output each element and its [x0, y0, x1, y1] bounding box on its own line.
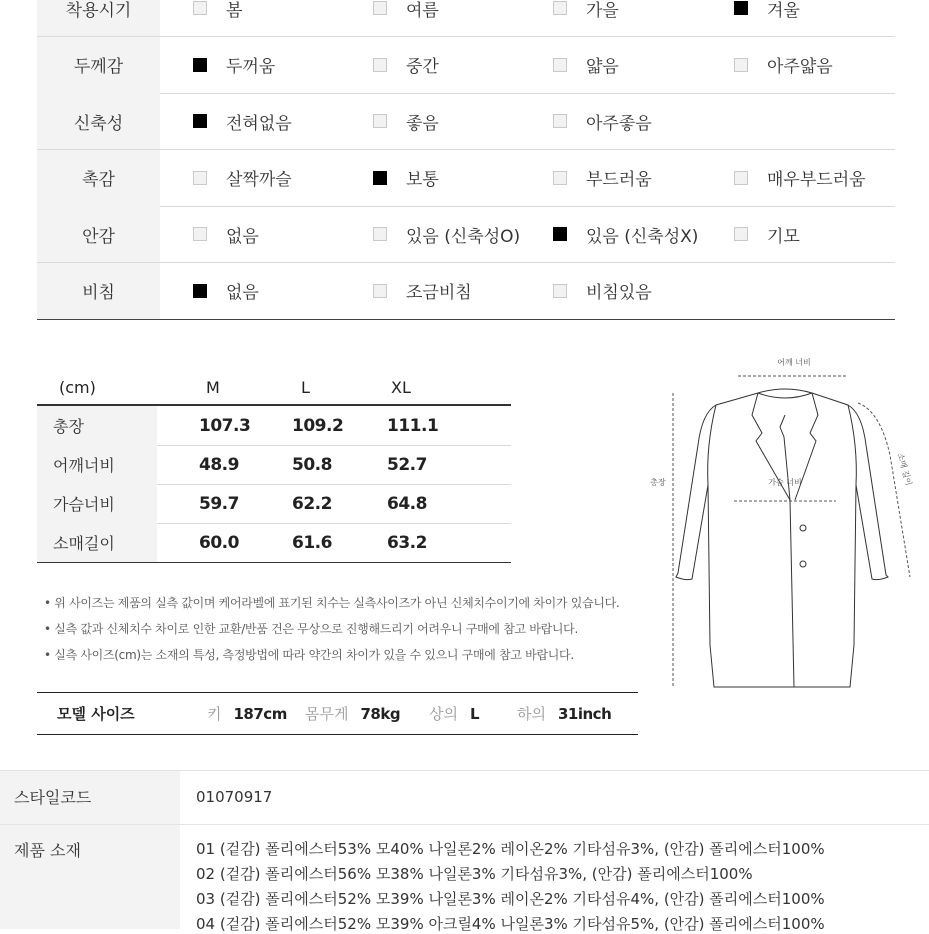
size-col-xl: XL [391, 378, 411, 397]
size-value: 48.9 [199, 454, 239, 475]
attribute-option [553, 0, 619, 36]
option-label: 중간 [406, 57, 439, 77]
size-row-label: 가슴너비 [37, 484, 157, 523]
unchecked-box-icon [193, 1, 207, 15]
size-row-divider [37, 562, 511, 563]
coat-outline [676, 389, 888, 687]
coat-front-edge [790, 500, 794, 687]
unchecked-box-icon [193, 171, 207, 185]
coat-sleeve-left-seam [708, 405, 716, 485]
attribute-row [37, 0, 895, 37]
checked-box-icon [553, 227, 567, 241]
attribute-option [553, 150, 652, 206]
option-label: 없음 [226, 226, 259, 247]
size-value: 60.0 [199, 532, 239, 553]
attribute-row [37, 37, 895, 94]
model-size-bar [37, 692, 638, 735]
model-height [207, 693, 287, 734]
model-value: 31inch [557, 704, 612, 723]
attribute-option [734, 37, 833, 93]
coat-neck [758, 393, 812, 398]
material-line: 01 (겉감) 폴리에스터53% 모40% 나일론2% 레이온2% 기타섬유3%, (안감) 폴리에스터100% [196, 840, 825, 858]
size-row [37, 406, 511, 445]
attribute-row [37, 263, 895, 320]
model-value: L [469, 704, 480, 723]
checked-box-icon [193, 114, 207, 128]
option-label: 겨울 [767, 0, 800, 21]
attribute-option [193, 93, 292, 149]
attribute-option [193, 37, 275, 93]
attribute-option [553, 206, 698, 262]
material-line: 04 (겉감) 폴리에스터52% 모39% 아크릴4% 나일론3% 기타섬유5%, (안감) 폴리에스터100% [196, 915, 825, 933]
attribute-option [734, 206, 800, 262]
checked-box-icon [373, 171, 387, 185]
size-row [37, 484, 511, 523]
material-line: 03 (겉감) 폴리에스터52% 모39% 나일론3% 레이온2% 기타섬유4%, (안감) 폴리에스터100% [196, 890, 825, 908]
size-value: 107.3 [199, 415, 251, 436]
attribute-option [373, 263, 472, 319]
size-row-label: 소매길이 [37, 523, 157, 562]
unchecked-box-icon [553, 171, 567, 185]
unchecked-box-icon [553, 284, 567, 298]
attribute-label: 비침 [37, 263, 160, 319]
unchecked-box-icon [553, 58, 567, 72]
size-value: 111.1 [387, 415, 439, 436]
coat-measurement-diagram [640, 345, 929, 695]
attribute-label: 안감 [37, 206, 160, 262]
option-label: 아주얇음 [767, 57, 833, 77]
model-key: 하의 [517, 705, 546, 723]
unchecked-box-icon [734, 227, 748, 241]
shoulder-label: 어깨 너비 [777, 358, 811, 367]
model-value: 187cm [233, 704, 287, 723]
size-value: 50.8 [292, 454, 332, 475]
option-label: 전혀없음 [226, 113, 292, 134]
model-size-title: 모델 사이즈 [57, 705, 135, 723]
attribute-option [193, 0, 242, 36]
size-row [37, 445, 511, 484]
model-key: 키 [207, 705, 222, 723]
sleeve-label: 소매 길이 [895, 452, 914, 487]
coat-button-bottom [800, 561, 806, 567]
style-code-label: 스타일코드 [0, 771, 180, 824]
attribute-option [193, 150, 292, 206]
model-key: 상의 [429, 705, 458, 723]
option-label: 좋음 [406, 113, 439, 134]
model-top [429, 693, 479, 734]
length-label: 총장 [650, 478, 666, 487]
option-label: 부드러움 [586, 170, 652, 190]
attribute-option [734, 0, 800, 36]
attribute-row [37, 206, 895, 263]
material-line: 02 (겉감) 폴리에스터56% 모38% 나일론3% 기타섬유3%, (안감) 폴리에스터100% [196, 865, 753, 883]
option-label: 비침있음 [586, 283, 652, 303]
size-value: 59.7 [199, 493, 239, 514]
option-label: 매우부드러움 [767, 170, 866, 190]
checked-box-icon [734, 1, 748, 15]
checked-box-icon [193, 58, 207, 72]
attribute-option [373, 93, 439, 149]
unchecked-box-icon [373, 114, 387, 128]
size-value: 61.6 [292, 532, 332, 553]
unchecked-box-icon [373, 284, 387, 298]
option-label: 보통 [406, 170, 439, 190]
size-row [37, 523, 511, 562]
model-weight [305, 693, 400, 734]
size-value: 109.2 [292, 415, 344, 436]
option-label: 가을 [586, 0, 619, 21]
option-label: 조금비침 [406, 283, 472, 303]
option-label: 있음 (신축성X) [586, 226, 699, 247]
unchecked-box-icon [734, 58, 748, 72]
note-line: • 실측 사이즈(cm)는 소재의 특성, 측정방법에 따라 약간의 차이가 있을 수 있으니 구매에 참고 바랍니다. [44, 648, 574, 662]
option-label: 없음 [226, 283, 259, 303]
unchecked-box-icon [373, 227, 387, 241]
size-unit: (cm) [59, 378, 96, 397]
material-label: 제품 소재 [0, 825, 180, 929]
size-col-m: M [206, 378, 220, 397]
note-line: • 위 사이즈는 제품의 실측 값이며 케어라벨에 표기된 치수는 실측사이즈가 아닌 신체치수이기에 차이가 있습니다. [44, 596, 620, 610]
attribute-option [553, 263, 652, 319]
attribute-option [193, 206, 259, 262]
attribute-option [373, 150, 439, 206]
option-label: 여름 [406, 0, 439, 21]
attribute-label: 촉감 [37, 150, 160, 206]
note-line: • 실측 값과 신체치수 차이로 인한 교환/반품 건은 무상으로 진행해드리기 어려우니 구매에 참고 바랍니다. [44, 622, 578, 636]
size-value: 52.7 [387, 454, 427, 475]
option-label: 기모 [767, 226, 800, 247]
option-label: 살짝까슬 [226, 170, 292, 190]
chest-label: 가슴 너비 [768, 478, 802, 487]
option-label: 두꺼움 [226, 57, 276, 77]
unchecked-box-icon [373, 58, 387, 72]
size-value: 63.2 [387, 532, 427, 553]
option-label: 얇음 [586, 57, 619, 77]
size-value: 62.2 [292, 493, 332, 514]
model-value: 78kg [360, 704, 401, 723]
size-row-label: 총장 [37, 406, 157, 445]
unchecked-box-icon [193, 227, 207, 241]
attribute-option [373, 0, 439, 36]
sleeve-measure-line [858, 403, 910, 577]
coat-button-top [800, 525, 806, 531]
attribute-option [553, 37, 619, 93]
attribute-row [37, 93, 895, 150]
size-value: 64.8 [387, 493, 427, 514]
attribute-label: 두께감 [37, 37, 160, 93]
attribute-option [373, 37, 439, 93]
checked-box-icon [193, 284, 207, 298]
unchecked-box-icon [553, 1, 567, 15]
unchecked-box-icon [553, 114, 567, 128]
attribute-row [37, 150, 895, 207]
style-code-value: 01070917 [196, 788, 273, 806]
option-label: 봄 [226, 0, 243, 21]
size-col-l: L [301, 378, 310, 397]
attribute-label: 신축성 [37, 93, 160, 149]
attribute-option [373, 206, 520, 262]
attribute-option [734, 150, 866, 206]
option-label: 있음 (신축성O) [406, 226, 521, 247]
model-key: 몸무게 [305, 705, 349, 723]
option-label: 아주좋음 [586, 113, 652, 134]
attribute-option [193, 263, 259, 319]
unchecked-box-icon [373, 1, 387, 15]
coat-sleeve-right-seam [848, 405, 856, 485]
attribute-option [553, 93, 652, 149]
size-row-label: 어깨너비 [37, 445, 157, 484]
unchecked-box-icon [734, 171, 748, 185]
model-bottom [517, 693, 611, 734]
attribute-label: 착용시기 [37, 0, 160, 36]
